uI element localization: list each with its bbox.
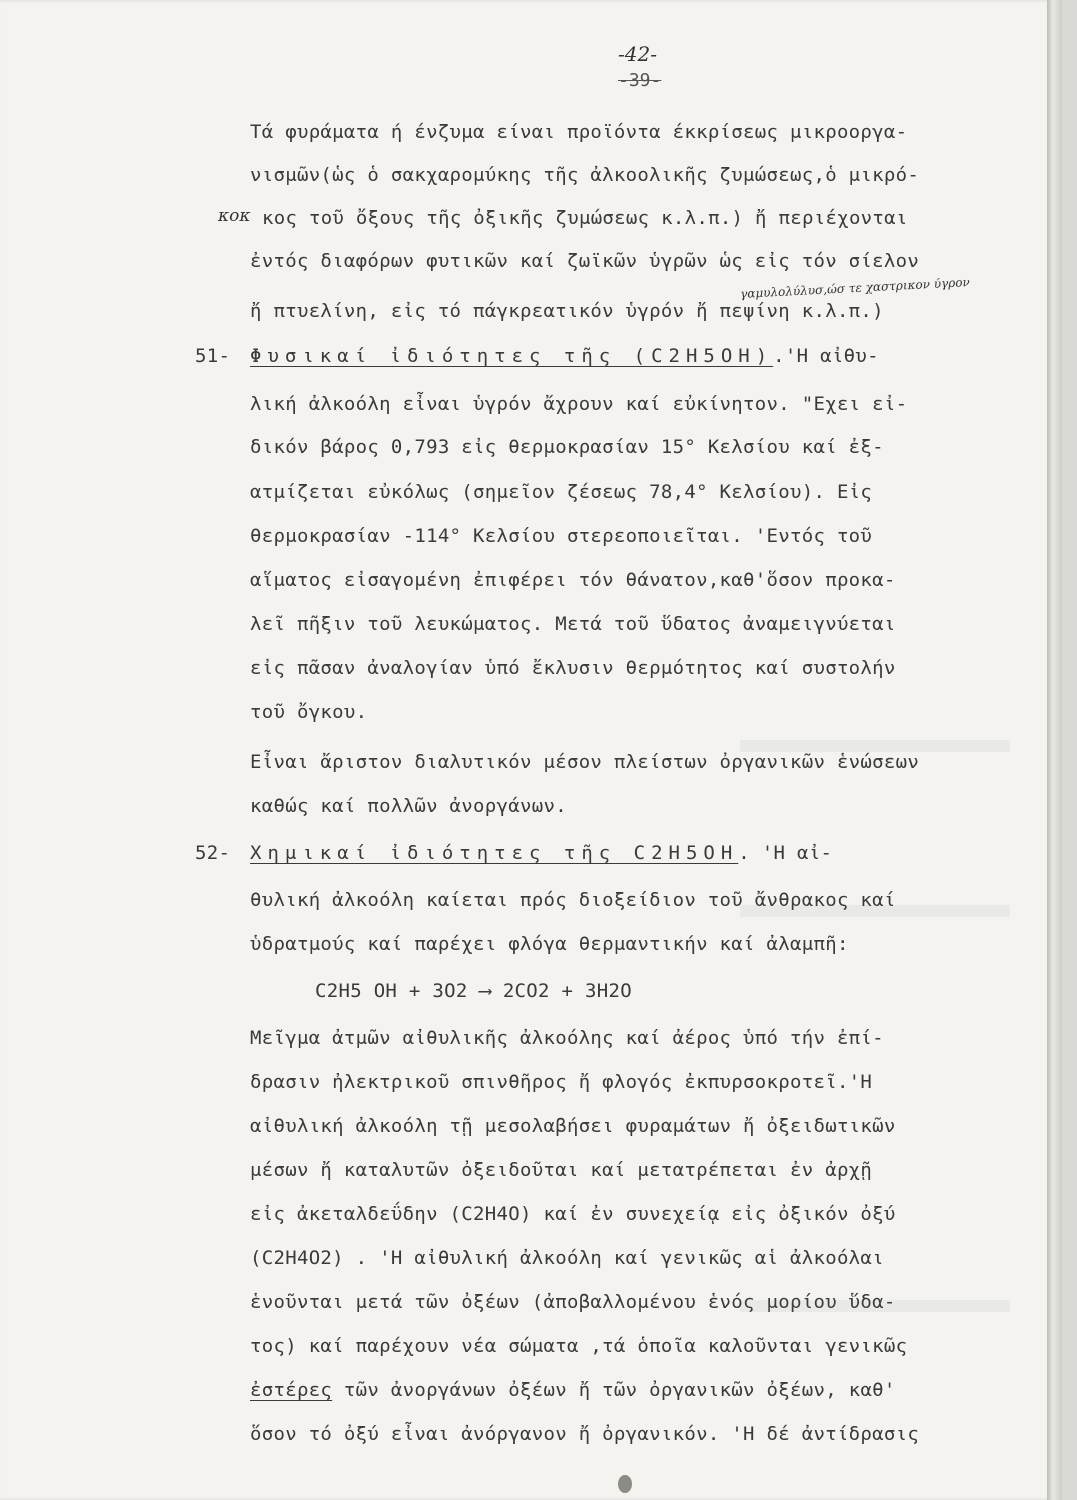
intro-line-3: κος τοῦ ὄξους τῆς ὀξικῆς ζυμώσεως κ.λ.π.) ἤ περιέχονται: [262, 207, 908, 229]
intro-line-5: ἤ πτυελίνη, εἰς τό πάγκρεατικόν ὑγρόν ἤ πεψίνη κ.λ.π.): [250, 300, 884, 322]
section-52-line-11: [250, 1379, 896, 1401]
intro-line-2: νισμῶν(ὡς ὁ σακχαρομύκης τῆς ἀλκοολικῆς ζυμώσεως,ὁ μικρό-: [250, 164, 920, 186]
page-mark: [618, 1475, 632, 1493]
section-51-line-7: εἰς πᾶσαν ἀναλογίαν ὑπό ἔκλυσιν θερμότητος καί συστολήν: [250, 657, 896, 679]
esters-term: ἐστέρες: [250, 1379, 333, 1401]
section-51-heading-rest: .'Η αἰθυ-: [773, 345, 879, 367]
esters-line-rest: τῶν ἀνοργάνων ὀξέων ἤ τῶν ὀργανικῶν ὀξέων, καθ': [332, 1379, 896, 1401]
section-52-line-9: ἑνοῦνται μετά τῶν ὀξέων (ἀποβαλλομένου ἑνός μορίου ὕδα-: [250, 1291, 896, 1313]
section-52-heading-line: [250, 842, 832, 864]
section-51-line-8: τοῦ ὄγκου.: [250, 701, 368, 723]
section-52-line-7: εἰς ἀκεταλδεΰδην (C2H4O) καί ἐν συνεχείᾳ εἰς ὀξικόν ὀξύ: [250, 1203, 896, 1225]
section-52-heading: Χημικαί ἰδιότητες τῆς C2H5OH: [250, 842, 739, 864]
section-52-line-12: ὅσον τό ὀξύ εἶναι ἀνόργανον ἤ ὀργανικόν. 'Η δέ ἀντίδρασις: [250, 1423, 920, 1445]
section-51-heading: Φυσικαί ἰδιότητες τῆς (C2H5OH): [250, 345, 774, 367]
section-52-line-10: τος) καί παρέχουν νέα σώματα ,τά ὁποῖα καλοῦνται γενικῶς: [250, 1335, 908, 1357]
handwritten-margin-note: γαμυλολύλυσ,ώσ τε χαστρικον ύγρον: [739, 274, 971, 302]
section-51-line-3: ατμίζεται εὐκόλως (σημεῖον ζέσεως 78,4° Κελσίου). Εἰς: [250, 481, 873, 503]
intro-line-1: Τά φυράματα ή ένζυμα είναι προϊόντα έκκρίσεως μικροοργα-: [250, 121, 908, 143]
section-51-line-6: λεῖ πῆξιν τοῦ λευκώματος. Μετά τοῦ ὕδατος ἀναμειγνύεται: [250, 613, 896, 635]
bleed-through: [740, 740, 1010, 752]
section-51-line-5: αἵματος εἰσαγομένη ἐπιφέρει τόν θάνατον,καθ'ὅσον προκα-: [250, 569, 896, 591]
section-51-line-1: λική ἀλκοόλη εἶναι ὑγρόν ἄχρουν καί εὐκίνητον. "Εχει εἰ-: [250, 393, 908, 415]
section-52-heading-rest: . 'Η αἰ-: [738, 842, 833, 864]
section-51-para2-line-1: Εἶναι ἄριστον διαλυτικόν μέσον πλείστων ὀργανικῶν ἑνώσεων: [250, 751, 920, 773]
section-52-line-4: δρασιν ἠλεκτρικοῦ σπινθῆρος ἤ φλογός ἐκπυρσοκροτεῖ.'Η: [250, 1071, 873, 1093]
bleed-through: [740, 905, 1010, 917]
section-52-line-1: θυλική ἀλκοόλη καίεται πρός διοξείδιον τοῦ ἄνθρακος καί: [250, 889, 896, 911]
page-edge: [1047, 0, 1062, 1500]
section-52-line-8: (C2H4O2) . 'Η αἰθυλική ἀλκοόλη καί γενικῶς αἱ ἀλκοόλαι: [250, 1247, 884, 1269]
section-52-line-6: μέσων ἤ καταλυτῶν ὀξειδοῦται καί μετατρέπεται ἐν ἀρχῇ: [250, 1159, 873, 1181]
section-52-line-3: Μεῖγμα ἀτμῶν αἰθυλικῆς ἀλκοόλης καί ἀέρος ὑπό τήν ἐπί-: [250, 1027, 884, 1049]
page-number-typed: -39-: [618, 70, 662, 91]
section-51-heading-line: [250, 345, 879, 367]
section-51-para2-line-2: καθώς καί πολλῶν ἀνοργάνων.: [250, 795, 567, 817]
combustion-equation: C2H5 OH + 3O2 ⟶ 2CO2 + 3H2O: [315, 980, 632, 1002]
page-number-handwritten: -42-: [618, 42, 657, 66]
section-52-line-2: ὑδρατμούς καί παρέχει φλόγα θερμαντικήν καί ἀλαμπῆ:: [250, 933, 849, 955]
handwritten-left-note: κοκ: [218, 206, 251, 226]
section-51-line-4: θερμοκρασίαν -114° Κελσίου στερεοποιεῖται. 'Εντός τοῦ: [250, 525, 873, 547]
section-51-line-2: δικόν βάρος 0,793 εἰς θερμοκρασίαν 15° Κελσίου καί ἐξ-: [250, 436, 884, 458]
section-52-line-5: αἰθυλική ἀλκοόλη τῇ μεσολαβήσει φυραμάτων ἤ ὀξειδωτικῶν: [250, 1115, 896, 1137]
section-52-number: 52-: [195, 842, 231, 864]
bleed-through: [740, 1300, 1010, 1312]
section-51-number: 51-: [195, 345, 231, 367]
intro-line-4: ἐντός διαφόρων φυτικῶν καί ζωϊκῶν ὑγρῶν ὡς εἰς τόν σίελον: [250, 250, 920, 272]
